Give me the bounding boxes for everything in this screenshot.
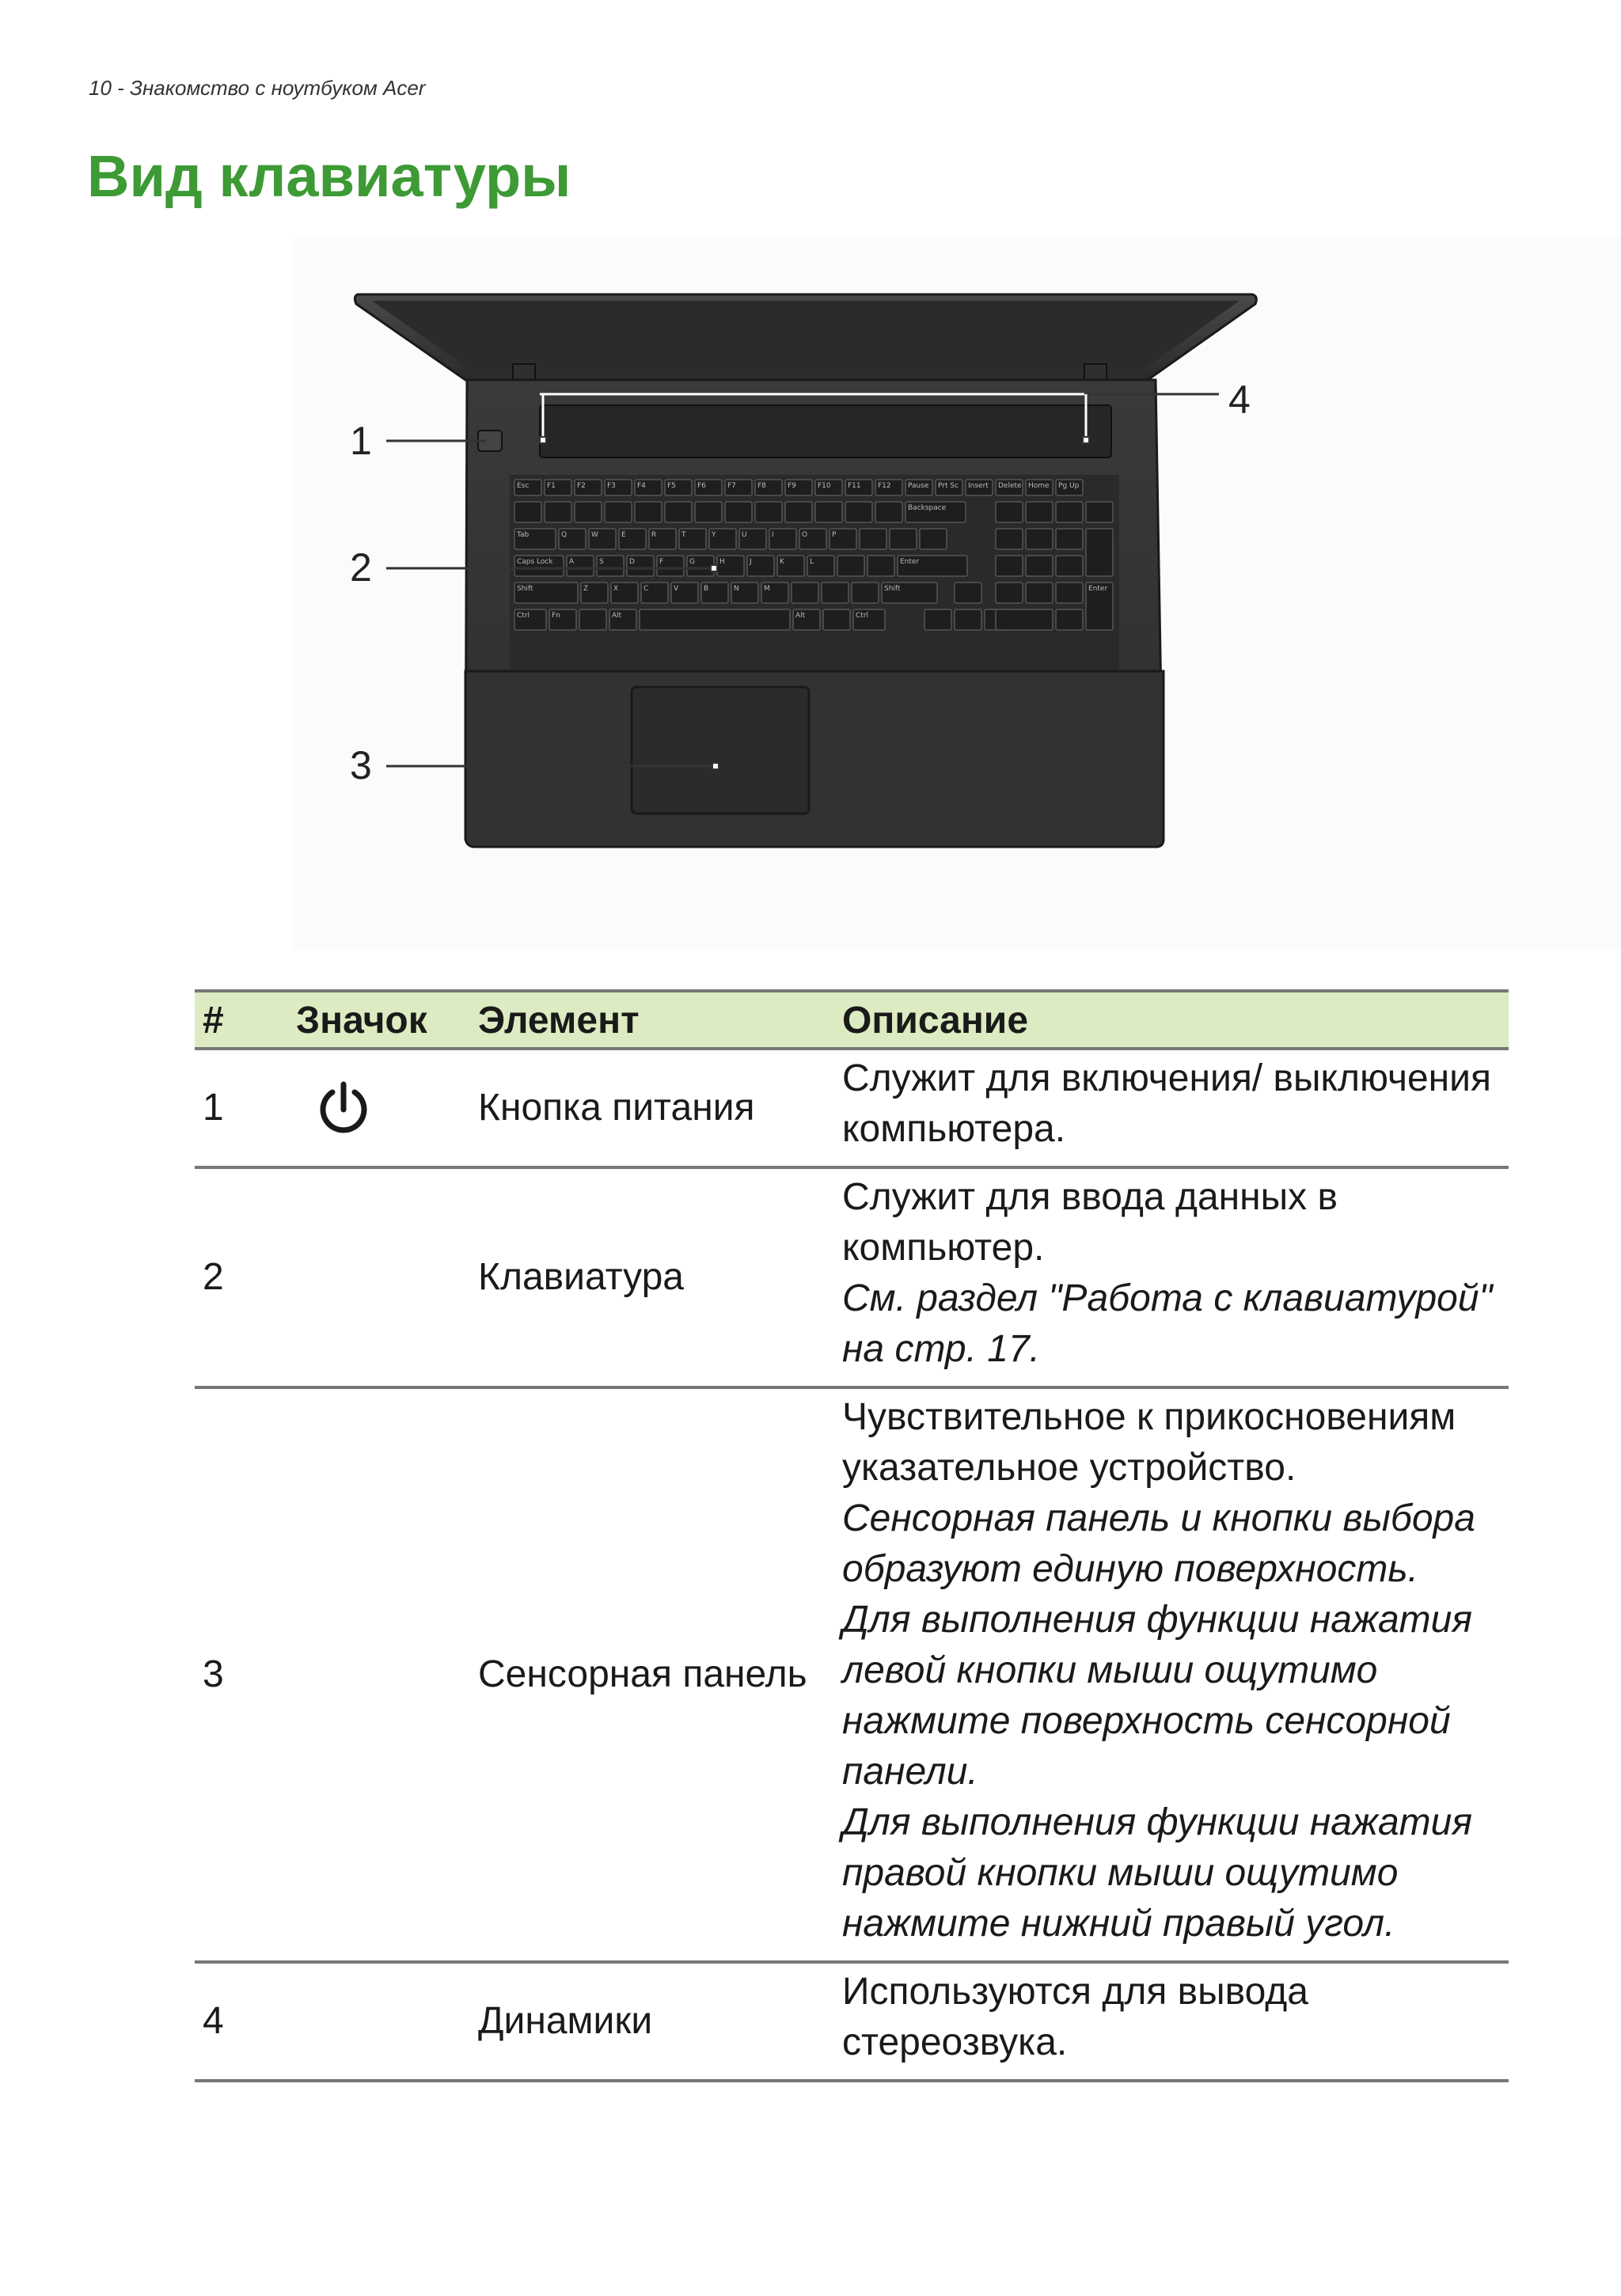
power-icon [312,1076,375,1140]
description-note: Для выполнения функции нажатия левой кнопки мыши ощутимо нажмите поверхность сенсорной панели. [842,1599,1472,1793]
keyboard-key [996,502,1023,522]
keyboard-key-label: H [719,558,725,566]
keyboard-key-label: T [681,531,686,539]
row-description [834,1962,1509,2081]
keyboard-key [665,502,692,522]
keyboard-key-label: N [734,585,739,593]
keyboard-key-label: Pg Up [1058,482,1080,490]
keyboard-key-label: A [569,558,575,566]
keyboard-key-label: O [802,531,808,539]
keyboard-key [996,556,1023,576]
callout-4: 4 [1228,378,1251,422]
keyboard-key-label: Pause [908,482,929,490]
description-text: Служит для включения/ выключения компьютера. [842,1057,1491,1150]
row-icon [288,1049,470,1167]
keyboard-key-label: F6 [697,482,706,490]
keyboard-key-label: F8 [757,482,766,490]
row-icon [288,1962,470,2081]
keyboard-key-label: F2 [577,482,586,490]
keyboard-key-label: Home [1028,482,1050,490]
keyboard-key [1026,502,1053,522]
header-number: # [195,991,288,1049]
keyboard-key-label: Enter [1088,585,1108,593]
keyboard-key [792,583,818,603]
keyboard-key [695,502,722,522]
table-row [195,1167,1509,1387]
row-element: Клавиатура [470,1167,834,1387]
keyboard-key-label: B [704,585,709,593]
running-header: 10 - Знакомство с ноутбуком Acer [89,76,426,100]
keyboard-key-label: F11 [848,482,861,490]
keyboard-key [579,609,606,630]
keyboard-key-label: U [742,531,747,539]
keyboard-key [1086,502,1113,522]
row-number: 4 [195,1962,288,2081]
keyboard-key-label: Alt [612,612,622,620]
keyboard-key-label: X [613,585,619,593]
keyboard-key [867,556,894,576]
keyboard-key-label: Prt Sc [938,482,959,490]
callout-2: 2 [350,545,372,590]
description-note: Для выполнения функции нажатия правой кнопки мыши ощутимо нажмите нижний правый угол. [842,1801,1472,1945]
keyboard-key-label: D [629,558,635,566]
description-text: Чувствительное к прикосновениям указательное устройство. [842,1396,1456,1489]
keyboard-key-label: F4 [637,482,646,490]
row-element: Кнопка питания [470,1049,834,1167]
row-element: Динамики [470,1962,834,2081]
keyboard-key-label: Tab [517,531,530,539]
keyboard-key-label: J [750,558,752,566]
description-text: Служит для ввода данных в компьютер. [842,1176,1338,1269]
laptop-keyboard-illustration [0,0,1621,950]
keyboard-key-label: Delete [998,482,1022,490]
keyboard-key [823,609,850,630]
keyboard-key-label: Shift [884,585,901,593]
keyboard-key [1026,529,1053,549]
keyboard-key [890,529,917,549]
row-number: 2 [195,1167,288,1387]
keyboard-key [1056,529,1083,549]
keyboard-key-label: Insert [968,482,989,490]
header-element: Элемент [470,991,834,1049]
keyboard-key [860,529,886,549]
table-row [195,1962,1509,2081]
page-title: Вид клавиатуры [87,143,571,209]
row-element: Сенсорная панель [470,1387,834,1962]
keyboard-key [837,556,864,576]
keyboard-key [1086,529,1113,576]
keyboard-key-label: R [651,531,657,539]
keyboard-key-label: Ctrl [517,612,530,620]
keyboard-key-label: F1 [547,482,556,490]
keyboard-key [1026,583,1053,603]
keyboard-key-label: F10 [818,482,831,490]
table-row [195,1049,1509,1167]
keyboard-key [1056,556,1083,576]
keyboard-key [845,502,872,522]
speaker-grille [540,405,1111,457]
row-number: 1 [195,1049,288,1167]
keyboard-key [815,502,842,522]
keyboard-key [1056,502,1083,522]
keyboard-key-label: Enter [900,558,920,566]
header-description: Описание [834,991,1509,1049]
keyboard-key-label: L [810,558,814,566]
keyboard-key-label: F5 [667,482,676,490]
keyboard-key-label: Backspace [908,504,947,512]
keyboard-key-label: M [764,585,770,593]
keyboard-key-label: E [621,531,626,539]
keyboard-key-label: F7 [727,482,736,490]
keyboard-key-label: F9 [788,482,796,490]
touchpad [632,687,809,814]
callout-3: 3 [350,743,372,787]
row-description [834,1049,1509,1167]
components-table [195,989,1509,2082]
keyboard-key-label: F12 [878,482,891,490]
keyboard-key [955,583,981,603]
keyboard-key [575,502,602,522]
keyboard-key [955,609,981,630]
callout-1: 1 [350,419,372,463]
keyboard-key-label: I [772,531,774,539]
keyboard-key-label: S [599,558,604,566]
keyboard-key [725,502,752,522]
keyboard-key [924,609,951,630]
description-note: См. раздел "Работа с клавиатурой" на стр. 17. [842,1277,1493,1370]
keyboard-key [635,502,662,522]
keyboard-key [1026,556,1053,576]
keyboard-key [996,529,1023,549]
palm-rest [465,671,1164,847]
header-icon: Значок [288,991,470,1049]
row-icon [288,1387,470,1962]
keyboard-key-label: F3 [607,482,616,490]
keyboard-key [605,502,632,522]
keyboard-key-label: K [780,558,784,566]
row-icon [288,1167,470,1387]
keyboard-key-label: C [643,585,649,593]
keyboard-key [514,502,541,522]
row-description [834,1167,1509,1387]
keyboard-key-label: Q [561,531,568,539]
keyboard-key-label: Y [712,531,716,539]
table-row [195,1387,1509,1962]
keyboard-key [996,583,1023,603]
keyboard-key [996,609,1053,630]
keyboard-key-label: Shift [517,585,533,593]
table-header-row [195,991,1509,1049]
keyboard-key [545,502,571,522]
description-note: Сенсорная панель и кнопки выбора образуют единую поверхность. [842,1497,1475,1590]
keyboard-key [822,583,848,603]
keyboard-key-label: Esc [517,482,530,490]
keyboard-key [852,583,879,603]
keyboard-key [920,529,947,549]
keyboard-key-label: F [659,558,664,566]
keyboard-key-label: Alt [795,612,806,620]
keyboard-key [755,502,782,522]
keyboard-key-label: Caps Lock [517,558,553,566]
keyboard-key [875,502,902,522]
row-description [834,1387,1509,1962]
keyboard-key [640,609,790,630]
keyboard-key [1056,583,1083,603]
keyboard-key [1056,609,1083,630]
description-text: Используются для вывода стереозвука. [842,1971,1308,2063]
keyboard-key-label: Z [583,585,589,593]
keyboard-key-label: P [832,531,837,539]
keyboard-key-label: V [674,585,679,593]
row-number: 3 [195,1387,288,1962]
keyboard-key-label: Fn [552,612,560,620]
keyboard-key [785,502,812,522]
keyboard-key-label: W [591,531,598,539]
keyboard-key-label: G [689,558,695,566]
keyboard-key-label: Ctrl [856,612,869,620]
